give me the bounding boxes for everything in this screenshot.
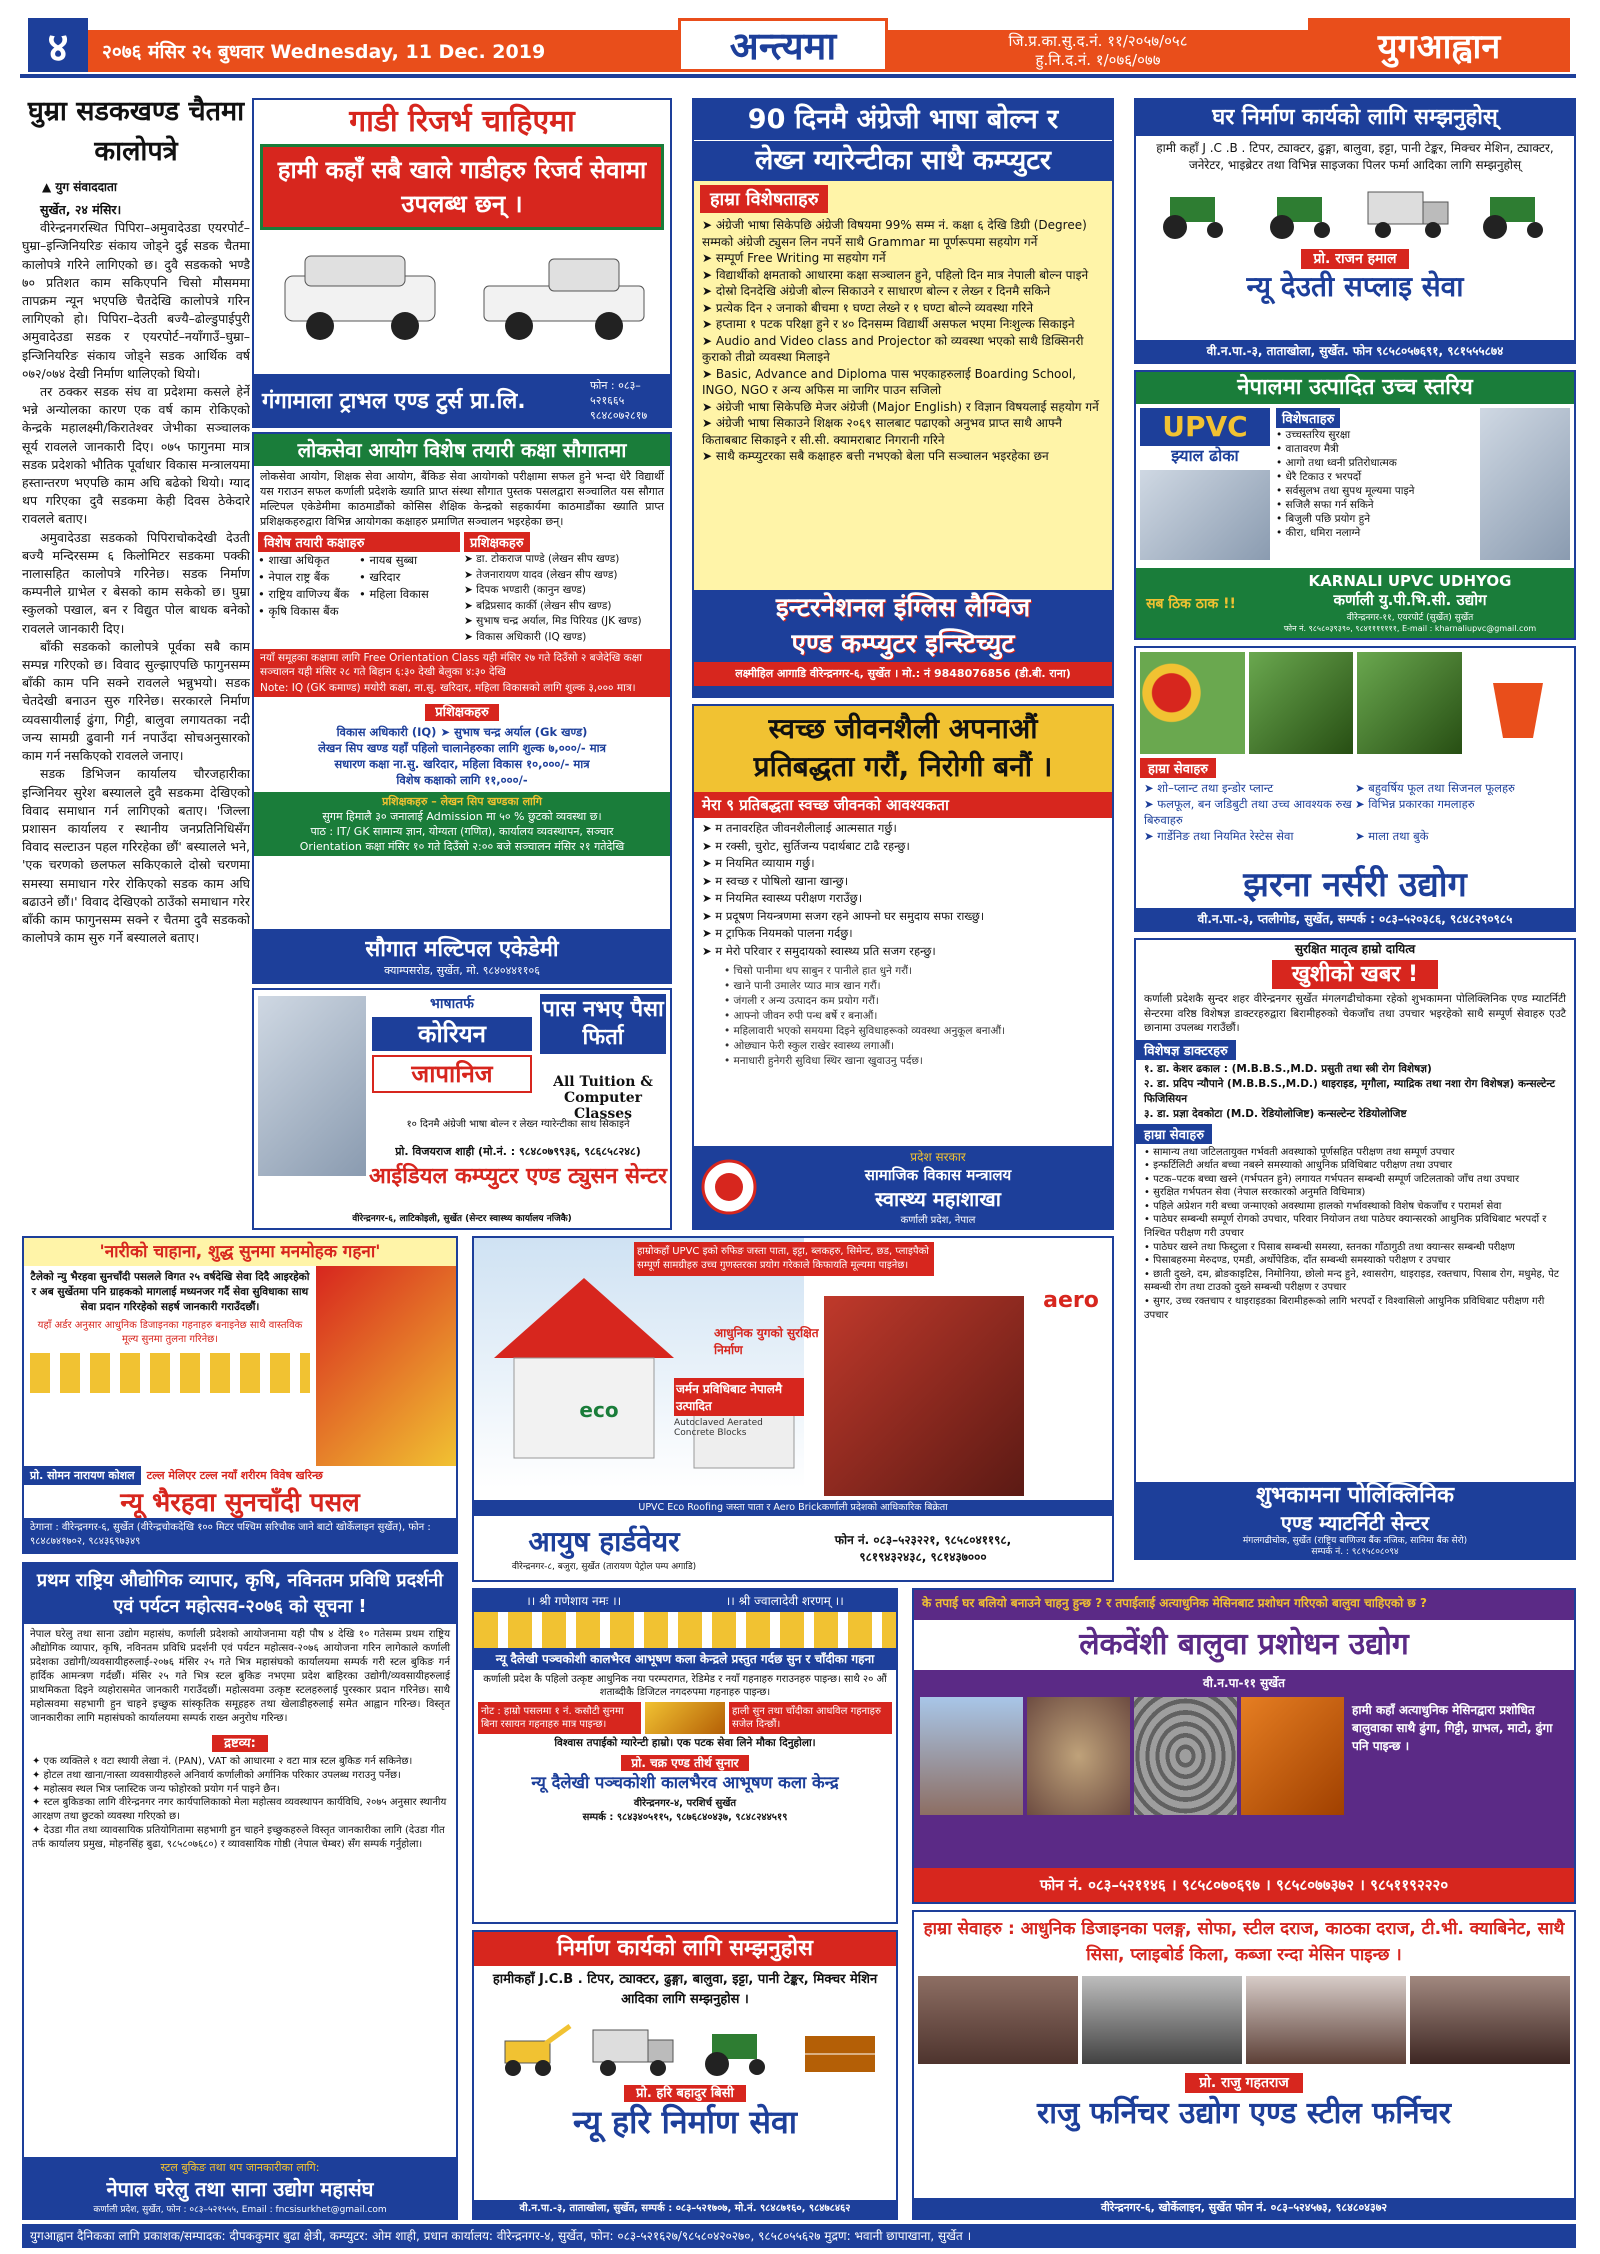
tractor-icon	[1257, 182, 1347, 242]
section-title: अन्त्यमा	[678, 18, 888, 72]
feature-item: • आगो तथा ध्वनी प्रतिरोधात्मक	[1276, 457, 1397, 469]
feature-item: ➤ हप्तामा १ पटक परिक्षा हुने र ४० दिनसम्म विद्यार्थी असफल भएमा निःशुल्क सिकाइने	[702, 317, 1075, 331]
ad-intro: लोकसेवा आयोग, शिक्षक सेवा आयोग, बैंकिङ सेवा आयोगको परीक्षामा सफल हुने भन्दा धेरै विद्यार्थी यस गराउन सफल कर्णाली प्रदेशके ख्याति प्राप्त संस्था सौगात पुस्तक पसलद्वारा सञ्चालित यस सौगात मल्टिपल एकेडेमीमा काठमाडौंको कोसिस शैक्षिक केन्द्रको सहकार्यमा काठमाडौंका ख्याति प्राप्त प्रशिक्षकहरुद्वारा विभिन्न आयोगका कक्षाहरु प्रमाणित सञ्चालन भइरहेका छन्।	[260, 470, 664, 528]
company-address: वी.न.पा-११ सुर्खेत	[1203, 1676, 1285, 1690]
service-item: • पिसाबहरुमा मेरुदण्ड, एमडी, अर्थोपेडिक, दाँत सम्बन्धी समस्याको परीक्षण र उपचार	[1144, 1255, 1451, 1267]
ad-furniture	[912, 1910, 1576, 2220]
eco-logo: eco	[579, 1398, 619, 1422]
features-label: विशेषताहरु	[1276, 408, 1340, 428]
prep-item: • खरिदार	[359, 570, 401, 584]
bricks-icon	[795, 2016, 885, 2080]
ad-title: लोकसेवा आयोग विशेष तयारी कक्षा सौगातमा	[254, 434, 670, 466]
trainer-item: ➤ तेजनारायण यादव (लेखन सीप खण्ड)	[464, 568, 618, 581]
tip-item: • मनाधारी हुनेगरी सुविधा स्थिर खाना खुवाउनु पर्दछ।	[724, 1055, 923, 1067]
phone: फोन : ०८३–५२१६६५ ९८४८०७२८१७	[590, 378, 648, 422]
dining-image	[1082, 1976, 1242, 2064]
ad-kalbhairab-jewellery	[472, 1588, 898, 1924]
center-name: आईडियल कम्प्युटर एण्ड ट्युसन सेन्टर	[368, 1164, 668, 1189]
ministry-line: कर्णाली प्रदेश, नेपाल	[900, 1215, 976, 1226]
ad-tuition-center	[252, 988, 672, 1230]
features-label: हाम्रा विशेषताहरु	[700, 185, 828, 213]
hardware-phones	[734, 1531, 1112, 1565]
upvc-company	[1246, 572, 1574, 634]
cabinet-image	[1410, 1976, 1570, 2064]
ad-slogan: हामी कहाँ सबै खाले गाडीहरु रिजर्व सेवामा उपलब्ध छन् ।	[260, 144, 664, 230]
feature-item: • बिजुली पछि प्रयोग हुने	[1276, 513, 1371, 525]
note-list	[24, 1753, 456, 1854]
company-address: वीरेन्द्रनगर-६, खोर्केलाइन, सुर्खेत फोन नं. ०८३–५२४५७३, ९८४८०४३७२	[914, 2198, 1574, 2218]
language-label: भाषातर्फ	[430, 996, 474, 1012]
invocation: ।। श्री ज्वालादेवी शरणम् ।।	[725, 1594, 844, 1608]
academy-banner	[254, 929, 670, 982]
tagline: आधुनिक युगको सुरक्षित निर्माण	[714, 1326, 819, 1357]
sand-desc: हामी कहाँ अत्याधुनिक मेसिनद्वारा प्रशोधित बालुवाका साथै ढुंगा, गिट्टी, ग्राभल, माटो, ढुंगा पनि पाइन्छ ।	[1352, 1703, 1553, 1753]
service-item: • सुरक्षित गर्भपतन सेवा (नेपाल सरकारको अनुमति विधिमात्र)	[1144, 1187, 1366, 1199]
language-section	[372, 994, 532, 1093]
company-phone: फोन नं. ९८५८०३९३९०, ९८४१११११११, E-mail : kharnaliupvc@gmail.com	[1283, 624, 1537, 633]
stone-image	[1134, 1697, 1237, 1815]
feature-item: ➤ Basic, Advance and Diploma पास भएकाहरुलाई Boarding School, INGO, NGO र अन्य अफिस मा जागिर पाउन सजिलो	[702, 366, 1076, 397]
ministry-banner	[694, 1146, 1112, 1228]
ad-title: घर निर्माण कार्यको लागि सम्झनुहोस्	[1136, 100, 1574, 136]
ad-upvc	[1134, 370, 1576, 640]
feature-item: • वातावरण मैत्री	[1276, 443, 1339, 455]
tip-item: • आफ्नो जीवन रुपी पन्ध बर्षे र बनाऔं।	[724, 1010, 878, 1022]
doctor-label: विशेषज्ञ डाक्टरहरु	[1136, 1040, 1236, 1060]
page-number: ४	[28, 18, 88, 72]
note-item: ✦ स्टल बुकिङका लागि वीरेन्द्रनगर नगर कार्यपालिकाको मेला महोत्सव व्यवस्थापन कार्यविधि, २०७५ अनुसार स्थानीय आरक्षण तथा छुटको व्यवस्था गरिएको छ।	[32, 1797, 447, 1823]
institute-banner	[694, 590, 1112, 696]
green-box	[254, 792, 670, 856]
trainer-item: ➤ बद्रिप्रसाद कार्की (लेखन सीप खण्ड)	[464, 599, 612, 612]
prep-label: विशेष तयारी कक्षाहरु	[258, 532, 460, 552]
feature-item: ➤ विद्यार्थीको क्षमताको आधारमा कक्षा सञ्चालन हुने, पहिलो दिन मात्र नेपाली बोल्न पाइने	[702, 267, 1089, 282]
ad-title-1: स्वच्छ जीवनशैली अपनाऔं	[694, 706, 1112, 748]
service-item: • पाठेघर खस्ने तथा फिस्टुला र पिसाब सम्बन्धी समस्या, स्तनका गाँठागुठी तथा क्यान्सर सम्बन्धी परीक्षण	[1144, 1241, 1515, 1253]
ad-title: गाडी रिजर्भ चाहिएमा	[254, 100, 670, 144]
ministry-line: स्वास्थ्य महाशाखा	[875, 1187, 1001, 1211]
org-address: कर्णाली प्रदेश, सुर्खेत, फोन : ०८३–५२१५५५, Email : fncsisurkhet@gmail.com	[93, 2205, 387, 2215]
shop-head: न्यू दैलेखी पञ्चकोशी कालभैरव आभूषण कला केन्द्रले प्रस्तुत गर्दछ सुन र चाँदीका गहना	[474, 1648, 896, 1670]
registration-line-2: हु.नि.द.नं. १/०७६/०७७	[1035, 51, 1161, 69]
trainer-item: ➤ डा. टोकराज पाण्डे (लेखन सीप खण्ड)	[464, 553, 620, 565]
note: Note: IQ (GK कमाण्ड) मयोरी कक्षा, ना.सु. खरिदार, महिला विकासको लागि शुल्क ३,००० मात्र।	[254, 681, 670, 697]
service-item: • इन्फर्टिलिटी अर्थात बच्चा नबस्ने समस्याको आधुनिक प्रविधिबाट परीक्षण तथा उपचार	[1144, 1160, 1453, 1172]
company-name: न्यू देउती सप्लाइ सेवा	[1246, 270, 1464, 303]
service-label: हाम्रा सेवाहरु	[1140, 758, 1216, 778]
shop-address: ठेगाना : वीरेन्द्रनगर-६, सुर्खेत (वीरेन्द्रचोकदेखि १०० मिटर पश्चिम सरिचौक जाने बाटो खोर्केलाइन सुर्खेत), फोन : ९८४८७४१७०२, ९८४३६९७३४९	[24, 1518, 456, 1552]
ad-hari-construction	[472, 1930, 898, 2220]
ad-title-1: 90 दिनमै अंग्रेजी भाषा बोल्न र	[694, 100, 1112, 140]
tip-item: • खाने पानी उमालेर प्याउ मात्र खान गरौं।	[724, 980, 881, 992]
upvc-features	[1276, 408, 1474, 560]
hardware-headline: हाम्रोकहाँ UPVC इको रुफिङ जस्ता पाता, इट्टा, ब्लकहरु, सिमेन्ट, छड, प्लाइपैको सम्पूर्ण सामग्रीहरु उच्च गुणस्तरका प्रयोग गरेकाले किफायति मूल्यमा पाइनेछ।	[634, 1242, 934, 1276]
invocation-row	[474, 1590, 896, 1612]
tagline: Autoclaved Aerated Concrete Blocks	[674, 1418, 763, 1438]
necklace-image	[645, 1702, 725, 1734]
company-name: लेकवेंशी बालुवा प्रशोधन उद्योग	[914, 1620, 1574, 1670]
tuition-label	[540, 1074, 666, 1122]
prep-item: • राष्ट्रिय वाणिज्य बैंक	[258, 587, 350, 601]
feature-item: • कीरा, धमिरा नलाग्ने	[1276, 527, 1361, 539]
news-article	[22, 92, 250, 1228]
service-list	[1136, 778, 1574, 846]
hardware-phone: ९८१९४३२४३८, ९८१४३७०००	[859, 1550, 987, 1564]
feature-item: ➤ Audio and Video class and Projector को व्यवस्था भएको साथै डिक्सिनरी कुराको तीव्रो व्यवस्था मिलाइने	[702, 333, 1084, 364]
contact-label: स्टल बुकिङ तथा थप जानकारीका लागि:	[160, 2161, 320, 2174]
pickup-image	[466, 240, 662, 352]
plant-photos	[1136, 648, 1574, 758]
pledge-label: मेरा ९ प्रतिबद्धता स्वच्छ जीवनको आवश्यकता	[694, 792, 1112, 818]
article-body	[22, 201, 250, 947]
sub-label: प्रशिक्षकहरु	[425, 704, 499, 721]
service-item: • छाती दुख्ने, दम, ब्रोङकाइटिस, निमोनिया, छोलो मन्द हुने, श्वासरोग, थाइराइड, रक्तचाप, पिसाब रोग, मधुमेह, पेट सम्बन्धी रोग तथा टाउको दुख्ने सम्बन्धी परीक्षण र उपचार	[1144, 1268, 1559, 1294]
shop-name: न्यू दैलेखी पञ्चकोशी कालभैरव आभूषण कला केन्द्र	[531, 1773, 839, 1792]
polyclinic-banner	[1136, 1482, 1574, 1558]
feature-item: ➤ दोस्रो दिनदेखि अंग्रेजी बोल्न सिकाउने र साधारण बोल्न र लेख्न र दिनमै सकिने	[702, 284, 1051, 298]
sub-line: सधारण कक्षा ना.सु. खरिदार, महिला विकास १०,०००/- मात्र	[334, 757, 590, 771]
truck-icon	[588, 2016, 678, 2080]
note-item: ✦ होटल तथा खाना/नास्ता व्यवसायीहरुले अनिवार्य कर्णालीको अर्गानिक परिकार उपलब्ध गराउनु पर्नेछ।	[32, 1769, 401, 1781]
ad-headline: के तपाई घर बलियो बनाउने चाहनु हुन्छ ? र तपाईलाई अत्याधुनिक मेसिनबाट प्रशोधन गरिएको बालुवा चाहिएको छ ?	[922, 1596, 1427, 1610]
sub-line: लेखन सिप खण्ड यहाँ पहिलो चालानेहरुका लागि शुल्क ७,०००/- मात्र	[318, 741, 606, 755]
upvc-badge: सब ठिक ठाक !!	[1146, 595, 1236, 612]
note-right: हाली सुन तथा चाँदीका आधविल गहनाहरु सजेल दिन्छौं।	[729, 1702, 892, 1734]
service-item: • पाठेघर सम्बन्धी सम्पूर्ण रोगको उपचार, परिवार नियोजन तथा पाठेघर क्यान्सरको आधुनिक प्रविधिबाट भरपर्दो र निश्चित परीक्षण गरी उपचार	[1144, 1214, 1547, 1240]
good-news-banner: खुशीको खबर !	[1272, 960, 1438, 989]
newspaper-logo: युगआह्वान	[1308, 18, 1570, 72]
ad-footer	[254, 374, 670, 426]
gravel-image	[1027, 1697, 1130, 1815]
tagline: जर्मन प्रविधिबाट नेपालमै उत्पादित	[674, 1378, 804, 1416]
tip-item: • चिसो पानीमा थप साबुन र पानीले हात धुने गरौं।	[724, 965, 913, 977]
sand-image	[920, 1697, 1023, 1815]
owner-name: प्रो. राजन हमाल	[1301, 249, 1408, 269]
ad-sand-processing	[912, 1588, 1576, 1904]
ad-polyclinic	[1134, 938, 1576, 1560]
tip-item: • महिलावारी भएको समयमा दिइने सुविधाहरूको व्यवस्था अनुकूल बनाऔं।	[724, 1025, 1006, 1037]
product-name: झ्याल ढोका	[1171, 446, 1239, 465]
hardware-name: आयुष हार्डवेयर	[528, 1524, 680, 1558]
ad-title-2: लेख्न ग्यारेन्टीका साथै कम्प्युटर	[694, 140, 1112, 181]
jewellery-desc-2: यहाँ अर्डर अनुसार आधुनिक डिजाइनका गहनाहरु बनाइनेछ साथै वास्तविक मूल्य सुनमा तुलना गरिनेछ।	[37, 1320, 303, 1345]
ad-description: हामीकहाँ J.C.B . टिपर, ट्याक्टर, ढुङ्गा, बालुवा, इट्टा, पानी टेङ्कर, मिक्चर मेशिन आदिका लागि सम्झनुहोस ।	[492, 1972, 878, 2007]
furniture-photos	[914, 1972, 1574, 2068]
company-name-en: KARNALI UPVC UDHYOG	[1308, 572, 1512, 590]
feature-item: ➤ अंग्रेजी भाषा सिकेपछि मेजर अंग्रेजी (Major English) र विज्ञान विषयलाई सहयोग गर्ने	[702, 399, 1099, 414]
pledge-item: ➤ म रक्सी, चुरोट, सुर्तिजन्य पदार्थबाट टाढै रहन्छु।	[702, 838, 910, 853]
trainer-label: प्रशिक्षकहरु	[464, 532, 530, 552]
window-image	[1140, 470, 1270, 560]
polyclinic-name-1: शुभकामना पोलिक्लिनिक	[1256, 1483, 1454, 1508]
service-label: हाम्रा सेवाहरु	[1136, 1124, 1212, 1144]
spokesperson-image	[824, 1296, 1024, 1496]
feature-item: • उच्चस्तरिय सुरक्षा	[1276, 429, 1351, 441]
feature-item: ➤ साथै कम्प्युटरका सबै कक्षाहरु बत्ती नभएको बेला पनि सञ्चालन भइरहेका छन	[702, 449, 1049, 463]
tip-item: • ओछ्यान फेरी स्कुल राखेर स्वास्थ्य लगाऔं।	[724, 1040, 895, 1052]
registration-line-1: जि.प्र.का.सु.द.नं. ११/२०५७/०५८	[1008, 32, 1188, 50]
features-list	[694, 217, 1112, 465]
jewellery-strip-image	[474, 1612, 896, 1648]
furniture-services: हाम्रा सेवाहरु : आधुनिक डिजाइनका पलङ्ग, सोफा, स्टील दराज, काठका दराज, टी.भी. क्याबिनेट, साथै सिसा, प्लाइबोर्ड किला, कब्जा रन्दा मेसिन पाइन्छ ।	[923, 1919, 1565, 1965]
note-item: ✦ महोत्सव स्थल भित्र प्लास्टिक जन्य फोहोरको प्रयोग गर्न पाइने छैन।	[32, 1783, 280, 1795]
notice-body: नेपाल घरेलु तथा साना उद्योग महासंघ, कर्णाली प्रदेशको आयोजनामा यही पौष ४ देखि १० गतेसम्म प्रथम राष्ट्रिय औद्योगिक व्यापार, कृषि, नविनतम प्रविधि प्रदर्शनी एवं पर्यटन महोत्सव-२०७६ आयोजना गरिन लागेकाले कर्णाली प्रदेशका उद्योगी/व्यवसायीहरुलाई-२०७६ मंसिर २५ गते भित्र महासंघको कार्यालयमा सम्पर्क गरी स्टल बुकिङ गर्न हार्दिक आमन्त्रण गर्दछौं। मंसिर २५ गते भित्र स्टल बुकिङ नभएमा प्रदेश बाहिरका उद्योगी/व्यवसायीहरुलाई प्राथमिकता दिइने व्यहोरासमेत जानकारी गराउँदछौं। महोत्सवमा उत्कृष्ट स्टलहरुलाई पुरस्कार प्रदान गरिनेछ। साथै महोत्सवमा सहभागी हुन चाहने इच्छुक सांस्कृतिक समूहहरु तथा खेलाडीहरुलाई समेत आह्वान गरिन्छ। विस्तृत जानकारीका लागि महासंघको कार्यालयमा सम्पर्क राख्न अनुरोध गरिन्छ।	[30, 1629, 450, 1724]
hardware-name-block	[474, 1525, 734, 1572]
pledge-item: ➤ म स्वच्छ र पोषिलो खाना खान्छु।	[702, 873, 849, 888]
registration-info	[888, 30, 1308, 72]
polyclinic-tagline: सुरक्षित मातृत्व हाम्रो दायित्व	[1294, 942, 1416, 956]
green-line: Orientation कक्षा मंसिर १० गते दिउँसो २:०० बजे सञ्चालन मंसिर २१ गतेदेखि	[299, 840, 625, 853]
green-line: प्रशिक्षकहरु – लेखन सिप खण्डका लागि	[382, 795, 542, 808]
service-item: ➤ गार्डेनिङ तथा नियमित रेस्टेस सेवा	[1144, 829, 1294, 843]
refund-slogan: पास नभए पैसा फिर्ता	[540, 994, 666, 1054]
ministry-line: प्रदेश सरकार	[910, 1150, 966, 1164]
service-item: • पहिले अप्रेशन गरी बच्चा जन्माएको अवस्थामा हालको गर्भावस्थाको विशेष चेकजाँच र परामर्श सेवा	[1144, 1200, 1502, 1212]
features-list	[1276, 428, 1474, 540]
imprint-footer: युगआह्वान दैनिकका लागि प्रकाशक/सम्पादक: दीपककुमार बुढा क्षेत्री, कम्प्युटर: ओम शाही, प्रधान कार्यालय: वीरेन्द्रनगर-४, सुर्खेत, फोन: ०८३-५२१६२७/९८५८०४२०२७०, ९८५८०५५६२७ मुद्रण: भवानी छापाखाना, सुर्खेत ।	[22, 2224, 1576, 2248]
trainer-item: ➤ विकास अधिकारी (IQ खण्ड)	[464, 630, 587, 643]
upvc-footer	[1136, 568, 1574, 638]
pledge-list	[694, 818, 1112, 962]
aero-logo: aero	[1043, 1288, 1099, 1313]
pledge-item: ➤ म मेरो परिवार र समुदायको स्वास्थ्य प्रति सजग रहन्छु।	[702, 943, 936, 958]
institute-address: लक्ष्मीहिल आगाडि वीरेन्द्रनगर-६, सुर्खेत । मो.: नं 9848076856 (डी.बी. राना)	[694, 662, 1112, 686]
jewellery-image	[30, 1353, 310, 1393]
brick-image	[1241, 1697, 1344, 1815]
shop-desc: कर्णाली प्रदेश कै पहिलो उत्कृष्ट आधुनिक नया परम्परागत, रेडिमेड र नयाँ गहनाहरु गराउनहरु पाइन्छ। साथै २० औं शताब्दीकै डिजिटल नगदरुपमा गहनाहरु पाइन्छ।	[483, 1674, 887, 1698]
flower-image	[1140, 652, 1245, 754]
ad-title: 'नारीको चाहाना, शुद्ध सुनमा मनमोहक गहना'	[24, 1238, 456, 1266]
service-item: • सामान्य तथा जटिलतायुक्त गर्भवती अवस्थाको पूर्णसहित परीक्षण तथा सम्पूर्ण उपचार	[1144, 1146, 1455, 1158]
note-item: ✦ एक व्यक्तिले १ वटा स्थायी लेखा नं. (PAN), VAT को आधारमा २ वटा मात्र स्टल बुकिङ गर्न सकिनेछ।	[32, 1756, 413, 1767]
prep-list	[258, 552, 460, 620]
feature-item: ➤ सम्पूर्ण Free Writing मा सहयोग गर्ने	[702, 251, 886, 265]
loksewa-lists	[254, 532, 670, 645]
ministry-text	[764, 1148, 1112, 1226]
notice: नयाँ समूहका कक्षामा लागि Free Orientation Class यही मंसिर २७ गते दिउँसो २ बजेदेखि कक्षा सञ्चालन यही मंसिर २८ गते बिहान ६:३० देखी बेलुका ४:३० देखि	[254, 649, 670, 681]
bride-image	[316, 1266, 456, 1466]
hardware-phone: फोन नं. ०८३–५२३२२१, ९८५८०४११९८,	[834, 1533, 1012, 1547]
org-banner	[24, 2157, 456, 2218]
ad-health-pledge	[692, 704, 1114, 1230]
tips-list	[694, 962, 1112, 1071]
company-phone: फोन नं. ०८३–५२११४६ । ९८५८०७०६९७ । ९८५८०७७३७२ । ९८५११९२२२०	[914, 1868, 1574, 1902]
hardware-footer	[474, 1516, 1112, 1580]
jewellery-text	[24, 1266, 316, 1466]
sub-line: विकास अधिकारी (IQ) ➤ सुभाष चन्द्र अर्याल (Gk खण्ड)	[336, 725, 588, 739]
ad-description: हामी कहाँ J .C .B . टिपर, ट्याक्टर, ढुङ्गा, बालुवा, इट्टा, पानी टेङ्कर, मिक्चर मेशिन, ट्याक्टर, जनेरेटर, भाइब्रेटर तथा विभिन्न साइजका पिलर फर्मा आदिका लागि सम्झनुहोस्	[1156, 141, 1554, 172]
truck-icon	[1363, 182, 1453, 242]
green-line: पाठ : IT/ GK सामान्य ज्ञान, योग्यता (गणित), कार्यालय व्यवस्थापन, सञ्चार	[310, 825, 614, 838]
company-address: वी.न.पा.-३, ताताखोला, सुर्खेत, सम्पर्क : ०८३–५२१७०७, मो.नं. ९८४८७१६०, ९८४७८४६२	[474, 2200, 896, 2218]
company-name-np: कर्णाली यु.पी.भि.सी. उद्योग	[1333, 591, 1487, 609]
korean-label: कोरियन	[372, 1017, 532, 1051]
polyclinic-name-2: एण्ड म्याटर्निटी सेन्टर	[1280, 1511, 1430, 1535]
ad-english-institute	[692, 98, 1114, 698]
tuition-line: Computer Classes	[563, 1090, 642, 1122]
ad-title-2: प्रतिबद्धता गरौं, निरोगी बनौं ।	[694, 748, 1112, 792]
owner-name: प्रो. सोमन नारायण कोशल	[24, 1466, 141, 1485]
company-address: वीरेन्द्रनगर-११, एयरपोर्ट (सुर्खेत) सुर्खेत	[1346, 613, 1474, 623]
machinery-images	[1136, 178, 1574, 246]
article-paragraph: सडक डिभिजन कार्यालय चौरजहारीका इन्जिनियर सुरेश बस्यालले दुवै सडकमा देखिएको विवाद समाधान गर्न लागिएको बताए। 'जिल्ला प्रशासन कार्यालय र स्थानीय जनप्रतिनिधिसँग विवाद सल्टाउन पहल गरिरहेका छौं' बस्यालले भने, 'एक चरणको छलफल सकिएकाले दोस्रो चरणमा समस्या समाधान गरेर रोकिएको सडक काम अघि बढाउने छौं।' विवाद देखिएको ठाउँको समाधान गरेर बाँकी काम फागुनसम्म सक्ने र चैतमा दुवै सडकको कालोपत्रे काम सुरु गर्ने बस्यालले बताए।	[22, 766, 250, 946]
org-name: नेपाल घरेलु तथा साना उद्योग महासंघ	[106, 2177, 374, 2201]
pledge-item: ➤ म नियमित स्वास्थ्य परीक्षण गराउँछु।	[702, 891, 863, 905]
pot-icon	[1466, 652, 1571, 754]
doctor-item: १. डा. केशर ढकाल : (M.B.B.S.,M.D. प्रसुती तथा स्त्री रोग विशेषज्ञ)	[1144, 1062, 1432, 1075]
trainers	[464, 532, 666, 645]
prep-item: • नेपाल राष्ट्र बैंक	[258, 570, 330, 584]
pledge-item: ➤ म प्रदूषण नियन्त्रणमा सजग रहने आफ्नो घर समुदाय सफा राख्छु।	[702, 908, 985, 923]
feature-item: • सर्वसुलभ तथा सुपथ मूल्यमा पाइने	[1276, 485, 1415, 497]
invocation: ।। श्री गणेशाय नमः ।।	[526, 1594, 622, 1608]
article-dateline: सुर्खेत, २४ मंसिर।	[40, 202, 122, 217]
center-address: वीरेन्द्रनगर-६, लाटिकोइली, सुर्खेत (सेन्टर स्वास्थ्य कार्यालय नजिकै)	[352, 1214, 572, 1224]
note-label: द्रष्टव्य:	[212, 1735, 268, 1752]
ad-jewellery-bhairahawa	[22, 1236, 458, 1554]
jewellery-content	[24, 1266, 456, 1466]
shop-name: न्यू भैरहवा सुनचाँदी पसल	[120, 1488, 360, 1518]
ad-title: नेपालमा उत्पादित उच्च स्तरिय	[1136, 372, 1574, 404]
person-image	[1480, 408, 1570, 560]
prep-item: • कृषि विकास बैंक	[258, 604, 339, 618]
owner-row	[24, 1466, 456, 1485]
tractor-icon	[1470, 182, 1560, 242]
feature-item: • सजिलै सफा गर्न सकिने	[1276, 499, 1374, 511]
tractor-icon	[1150, 182, 1240, 242]
upvc-content	[1136, 404, 1574, 564]
upvc-branding	[1140, 408, 1270, 560]
polyclinic-phone: सम्पर्क नं. : ९८१५८०८०९४	[1311, 1547, 1399, 1557]
note-left: नोट : हाम्रो पसलमा १ नं. कसौटी सुनमा बिना रसायन गहनाहरु मात्र पाइन्छ।	[478, 1702, 641, 1734]
company-name: राजु फर्निचर उद्योग एण्ड स्टील फर्निचर	[1036, 2096, 1452, 2131]
owner-name: प्रो. हरि बहादुर बिसी	[624, 2085, 746, 2102]
ministry-line: सामाजिक विकास मन्त्रालय	[864, 1166, 1012, 1184]
company-name: गंगामाला ट्राभल एण्ड टुर्स प्रा.लि.	[262, 389, 526, 414]
ad-title: निर्माण कार्यको लागि सम्झनुहोस	[474, 1932, 896, 1966]
feature-item: ➤ प्रत्येक दिन २ जनाको बीचमा १ घण्टा लेख्ने र १ घण्टा बोल्ने व्यवस्था गरिने	[702, 300, 1034, 315]
japanese-label: जापानिज	[372, 1055, 532, 1093]
article-paragraph: अमुवादेउडा सडकको पिपिराचोकदेखी देउती बज्यै मन्दिरसम्म ६ किलोमिटर सडकमा पक्की नालासहित कालोपत्रे गरिनेछ। सडक निर्माण कम्पनीले ग्राभेल र बेसको काम सकेको छ। घुम्रा स्कुलको पखाल, बन र विद्युत पोल बाधक बनेको रावलले जानकारी दिए।	[22, 529, 250, 636]
ad-aayush-hardware	[472, 1236, 1114, 1582]
nepal-emblem-icon	[694, 1159, 764, 1215]
service-item: ➤ शो–प्लान्ट तथा इन्डोर प्लान्ट	[1144, 781, 1274, 795]
owner-name: प्रो. विजयराज शाही (मो.नं. : ९८४८०७९९३६, ९८६८५८२४८)	[395, 1145, 641, 1158]
service-list	[1136, 1144, 1574, 1325]
article-byline: ▲ युग संवाददाता	[42, 180, 117, 194]
doctor-item: ३. डा. प्रज्ञा देवकोटा (M.D. रेडियोलोजिष्ट) कन्सल्टेन्ट रेडियोलोजिष्ट	[1144, 1107, 1407, 1120]
owner-name: प्रो. राजु गहतराज	[1185, 2073, 1302, 2093]
nursery-address: वी.न.पा.-३, प्तलीगोड, सुर्खेत, सम्पर्क : ०८३–५२०३८६, ९८४८२९०९८५	[1136, 908, 1574, 930]
service-item: ➤ फलफूल, बन जडिबुटी तथा उच्च आवश्यक रुख बिरुवाहरु	[1144, 797, 1352, 827]
feature-item: ➤ अंग्रेजी भाषा सिकाउने शिक्षक २०६९ सालबाट पढाएको अनुभव प्राप्त साथै आफ्नै किताबबाट सिकाइने र सी.सी. क्यामराबाट निगरानी गरिने	[702, 416, 1062, 447]
tuition-desc: १० दिनमै अंग्रेजी भाषा बोल्न र लेख्न ग्यारेन्टीका साथ सिकाइने	[406, 1119, 630, 1130]
ad-construction-supply	[1134, 98, 1576, 364]
shop-address: वीरेन्द्रनगर-४, परशिर्च सुर्खेत	[633, 1798, 737, 1809]
ad-nursery	[1134, 646, 1576, 932]
pledge-item: ➤ म ट्राफिक नियमको पालना गर्दछु।	[702, 926, 853, 940]
excavator-icon	[485, 2016, 575, 2080]
article-headline: घुम्रा सडकखण्ड चैतमा कालोपत्रे	[27, 96, 245, 167]
owner-name: प्रो. चक्र एण्ड तीर्थ सुनार	[621, 1755, 748, 1771]
ad-expo-notice	[22, 1562, 458, 2220]
institute-name-2: एण्ड कम्प्युटर इन्स्टिच्युट	[791, 629, 1015, 659]
shop-notes	[474, 1702, 896, 1734]
prep-item: • महिला विकास	[359, 587, 429, 601]
nursery-name: झरना नर्सरी उद्योग	[1243, 865, 1467, 905]
trainer-item: ➤ दिपक भण्डारी (कानुन खण्ड)	[464, 584, 587, 596]
hardware-address: वीरेन्द्रनगर-८, बजुरा, सुर्खेत (तारायण पेट्रोल पम्प अगाडि)	[511, 1561, 697, 1572]
trainer-list	[464, 552, 666, 645]
tractor-icon	[692, 2016, 782, 2080]
prep-item: • शाखा अधिकृत	[258, 553, 330, 567]
prep-item: • नायब सुब्बा	[359, 553, 418, 567]
service-item: ➤ माला तथा बुके	[1355, 829, 1429, 843]
notice-title: प्रथम राष्ट्रिय औद्योगिक व्यापार, कृषि, नविनतम प्रविधि प्रदर्शनी एवं पर्यटन महोत्सव-२०७६ को सूचना !	[24, 1564, 456, 1624]
service-item: ➤ विभिन्न प्रकारका गमलाहरु	[1355, 797, 1475, 811]
article-paragraph: बाँकी सडकको कालोपत्रे पूर्वका सबै काम सम्पन्न गरिएको छ। विवाद सुल्झाएपछि फागुनसम्म बाँकी काम पनि सक्ने रावलले भन्नुभयो। सडक चेतदेखी बनाउन सुरु गरिनेछ। सरकारले निर्माण व्यवसायीलाई ढुंगा, गिट्टी, बालुवा लगायतका नदी जन्य सामग्री ढुवानी गर्न नपाउँदा सोचअनुसारको काम गर्न नसकिएको रावलले जनाए।	[22, 638, 250, 764]
note-item: ✦ देउडा गीत तथा व्यावसायिक प्रतियोगितामा सहभागी हुन चाहने इच्छुकहरुले विस्तृत जानकारीका लागि (देउडा गीत तर्फ कार्यालय प्रमुख, मोहनसिंह बुढा, ९८५८०७६८०) र व्यावसायिक गोष्ठी (नेपाल चेम्बर) सँग सम्पर्क गर्नुहोला।	[32, 1824, 445, 1850]
students-image	[258, 996, 366, 1176]
prep-classes	[258, 532, 460, 645]
tuition-line: All Tuition &	[553, 1074, 653, 1090]
header-divider	[20, 74, 1576, 78]
trainer-item: ➤ सुभाष चन्द्र अर्याल, मिड पिरियड (JK खण्ड)	[464, 615, 642, 627]
doctor-item: २. डा. प्रदिप न्यौपाने (M.B.B.S.,M.D.) थाइराइड, मृगौला, म्याद्रिक तथा नशा रोग विशेषज्ञ) कन्सल्टेन्ट फिजिसियन	[1144, 1077, 1555, 1105]
article-paragraph: तर ठक्कर सडक संघ वा प्रदेशमा कसले हेर्ने भन्ने अन्योलका कारण एक वर्ष काम रोकिएको केन्द्रके महालक्ष्मी/किरातेश्वर जेभीका सञ्चालक सूर्य रावलले जानकारी दिए। ०७५ फागुनमा मात्र सडक प्रदेशको भौतिक पूर्वाधार विकास मन्त्रालयमा हस्तान्तरण भएपछि काम अघि बढेको थियो। ग्याद थप गरिएका दुवै सडकमा केही दिवस ठेकेदारे रावलले बताए।	[22, 384, 250, 527]
machinery-images	[474, 2014, 896, 2082]
plant-image	[1249, 652, 1354, 754]
article-paragraph: वीरेन्द्रनगरस्थित पिपिरा–अमुवादेउडा एयरपोर्ट–घुम्रा–इन्जिनियरिङ संकाय जोड्ने दुई सडक चैतमा कालोपत्रे गरिने लागिएको छ। दुवै सडकको भण्डै ७० प्रतिशत काम सकिएपनि चिसो मौसममा तापक्रम न्यून भएपछि चैतदेखि कालोपत्रे गरिन लागिएको हो। पिपिरा–देउती बज्यै–ढोल्डुपाईपुरी अमुवादेउडा सडक र एयरपोर्ट–नयाँगाउँ–घुम्रा–इन्जिनियरिङ संकाय जोड्ने सडक आर्थिक वर्ष ०७२/०७४ देखी निर्माण थालिएको थियो।	[22, 220, 250, 381]
upvc-logo: UPVC	[1140, 408, 1270, 446]
tip-item: • जंगली र अन्य उत्पादन कम प्रयोग गरौं।	[724, 995, 879, 1007]
owner-motto: टल्ल मेलिएर टल्ल नयाँ शरीरम विवेष खरिन्छ	[146, 1469, 323, 1482]
shop-phone: सम्पर्क : ९८४३४०५११५, ९८७६८४०४३७, ९८४८२४४५१९	[582, 1812, 788, 1823]
trust-line: विश्वास तपाईको ग्यारेन्टी हाम्रो। एक पटक सेवा लिने मौका दिनुहोला।	[554, 1737, 816, 1749]
sand-photos	[914, 1691, 1574, 1821]
ad-loksewa	[252, 432, 672, 984]
polyclinic-address: मंगलगढीचोक, सुर्खेत (राष्ट्रिय बाणिज्य बैंक नजिक, सानिमा बैंक सेरो)	[1242, 1536, 1468, 1546]
greenhouse-image	[1357, 652, 1462, 754]
masthead-bar	[0, 0, 1600, 72]
academy-name: सौगात मल्टिपल एकेडेमी	[365, 937, 559, 962]
green-line: सुगम हिमालै ३० जनालाई Admission मा ५० % छुटको व्यवस्था छ।	[322, 810, 602, 823]
service-item: ➤ बहुवर्षिय फूल तथा सिजनल फूलहरु	[1355, 781, 1515, 795]
feature-item: • धेरै टिकाउ र भरपर्दो	[1276, 471, 1362, 483]
ad-vehicle-reserve	[252, 98, 672, 428]
date-line: २०७६ मंसिर २५ बुधवार Wednesday, 11 Dec. 2019	[88, 30, 678, 72]
pledge-item: ➤ म तनावरहित जीवनशैलीलाई आत्मसात गर्छु।	[702, 821, 897, 835]
service-item: • पटक–पटक बच्चा खस्ने (गर्भपतन हुने) लगायत गर्भपतन सम्बन्धी सम्पूर्ण जटिलताको जाँच तथा उपचार	[1144, 1173, 1520, 1185]
institute-name-1: इन्टरनेशनल इंग्लिस लैग्विज	[775, 593, 1031, 623]
pledge-item: ➤ म नियमित व्यायाम गर्छु।	[702, 856, 815, 870]
doctor-list	[1136, 1060, 1574, 1124]
company-address: वी.न.पा.-३, ताताखोला, सुर्खेत. फोन ९८५८०५७६९१, ९८१५५५८७४	[1136, 340, 1574, 362]
service-item: • सुगर, उच्च रक्तचाप र थाइराइडका बिरामीहरूको लागि भरपर्दो र विश्वासिलो आधुनिक प्रविधिबाट परीक्षण गरी उपचार	[1144, 1296, 1545, 1321]
suv-image	[262, 240, 458, 352]
feature-item: ➤ अंग्रेजी भाषा सिकेपछि अंग्रेजी विषयमा 99% सम्म नं. कक्षा ६ देखि डिग्री (Degree) सम्मको अंग्रेजी ट्युसन लिन नपर्ने साथै Grammar मा पूर्णरूपमा सहयोग गर्ने	[702, 218, 1087, 249]
sofa-image	[918, 1976, 1078, 2064]
academy-address: क्याम्पसरोड, सुर्खेत, मो. ९८४०४४११०६	[384, 964, 540, 977]
bed-image	[1246, 1976, 1406, 2064]
polyclinic-intro: कर्णाली प्रदेशकै सुन्दर शहर वीरेन्द्रनगर सुर्खेत मंगलगढीचोकमा रहेको शुभकामना पोलिक्लिनिक एण्ड म्याटर्निटी सेन्टरमा वरिष्ठ विशेषज्ञ डाक्टरहरुद्वारा बिरामीहरुको चेकजाँच तथा उपचार भइरहेको साथै सम्पूर्ण सेवाहरु एउटै छानामा उपलब्ध गराउँछौं।	[1144, 993, 1566, 1034]
jewellery-desc: टैलेको न्यु भैरहवा सुनचाँदी पसलले विगत २५ वर्षदेखि सेवा दिदै आइरहेको र अब सुर्खेतमा पनि ग्राहकको मागलाई मध्यनजर गर्दै सेवा सुविधाका साथ सेवा प्रदान गरिरहेको सहर्ष जानकारी गराउँदछौं।	[30, 1271, 310, 1313]
vehicle-photos	[254, 230, 670, 362]
sub-line: विशेष कक्षाको लागि ११,०००/-	[396, 773, 528, 787]
company-name: न्यू हरि निर्माण सेवा	[572, 2103, 798, 2141]
distributor: UPVC Eco Roofing जस्ता पाता र Aero Brickकर्णाली प्रदेशको आधिकारिक बिक्रेता	[474, 1500, 1112, 1516]
